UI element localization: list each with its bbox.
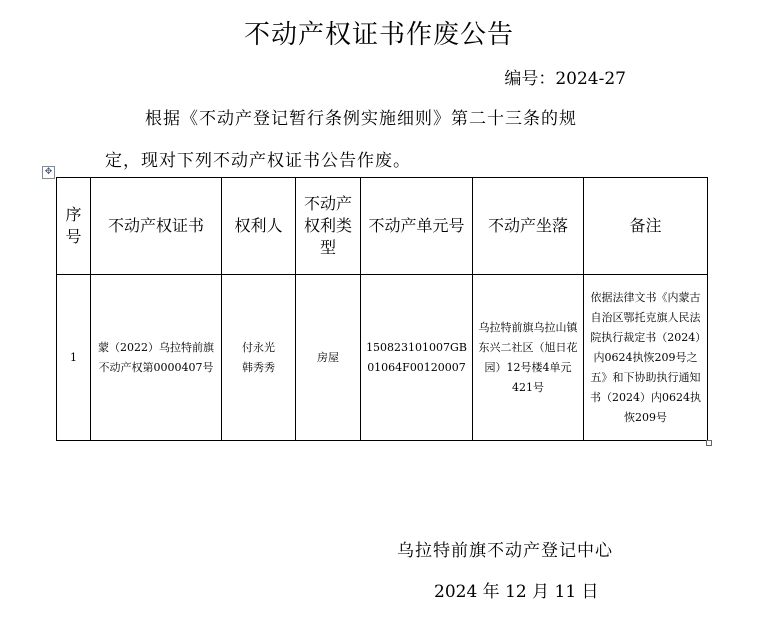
- table-row: [57, 275, 708, 441]
- header-remark: 备注: [584, 178, 708, 275]
- cancellation-table: [56, 177, 708, 441]
- issue-date: 2024 年 12 月 11 日: [434, 582, 599, 602]
- cell-cert: 蒙（2022）乌拉特前旗不动产权第0000407号: [91, 275, 222, 441]
- cell-remark: 依据法律文书《内蒙古自治区鄂托克旗人民法院执行裁定书（2024）内0624执恢209号之五》和下协助执行通知书（2024）内0624执恢209号: [584, 275, 708, 441]
- table-move-handle-icon[interactable]: ✥: [42, 166, 55, 179]
- holder-name-2: 韩秀秀: [242, 360, 275, 374]
- header-cert: 不动产权证书: [91, 178, 222, 275]
- header-location: 不动产坐落: [473, 178, 584, 275]
- table-resize-handle[interactable]: [706, 440, 712, 446]
- header-unit: 不动产单元号: [361, 178, 473, 275]
- document-number: 编号：2024-27: [504, 69, 626, 89]
- holder-name-1: 付永光: [242, 340, 275, 354]
- issuing-organization: 乌拉特前旗不动产登记中心: [397, 541, 613, 561]
- cell-holder: [222, 275, 296, 441]
- body-text-line-2: 定，现对下列不动产权证书公告作废。: [105, 151, 411, 171]
- cell-seq: 1: [57, 275, 91, 441]
- body-text-line-1: 根据《不动产登记暂行条例实施细则》第二十三条的规: [145, 109, 577, 129]
- cell-location: 乌拉特前旗乌拉山镇东兴二社区（旭日花园）12号楼4单元421号: [473, 275, 584, 441]
- cell-type: 房屋: [296, 275, 361, 441]
- header-holder: 权利人: [222, 178, 296, 275]
- table-header-row: [57, 178, 708, 275]
- header-seq: 序号: [57, 178, 91, 275]
- header-type: 不动产权利类型: [296, 178, 361, 275]
- notice-title: 不动产权证书作废公告: [243, 20, 514, 50]
- cell-unit: 150823101007GB01064F00120007: [361, 275, 473, 441]
